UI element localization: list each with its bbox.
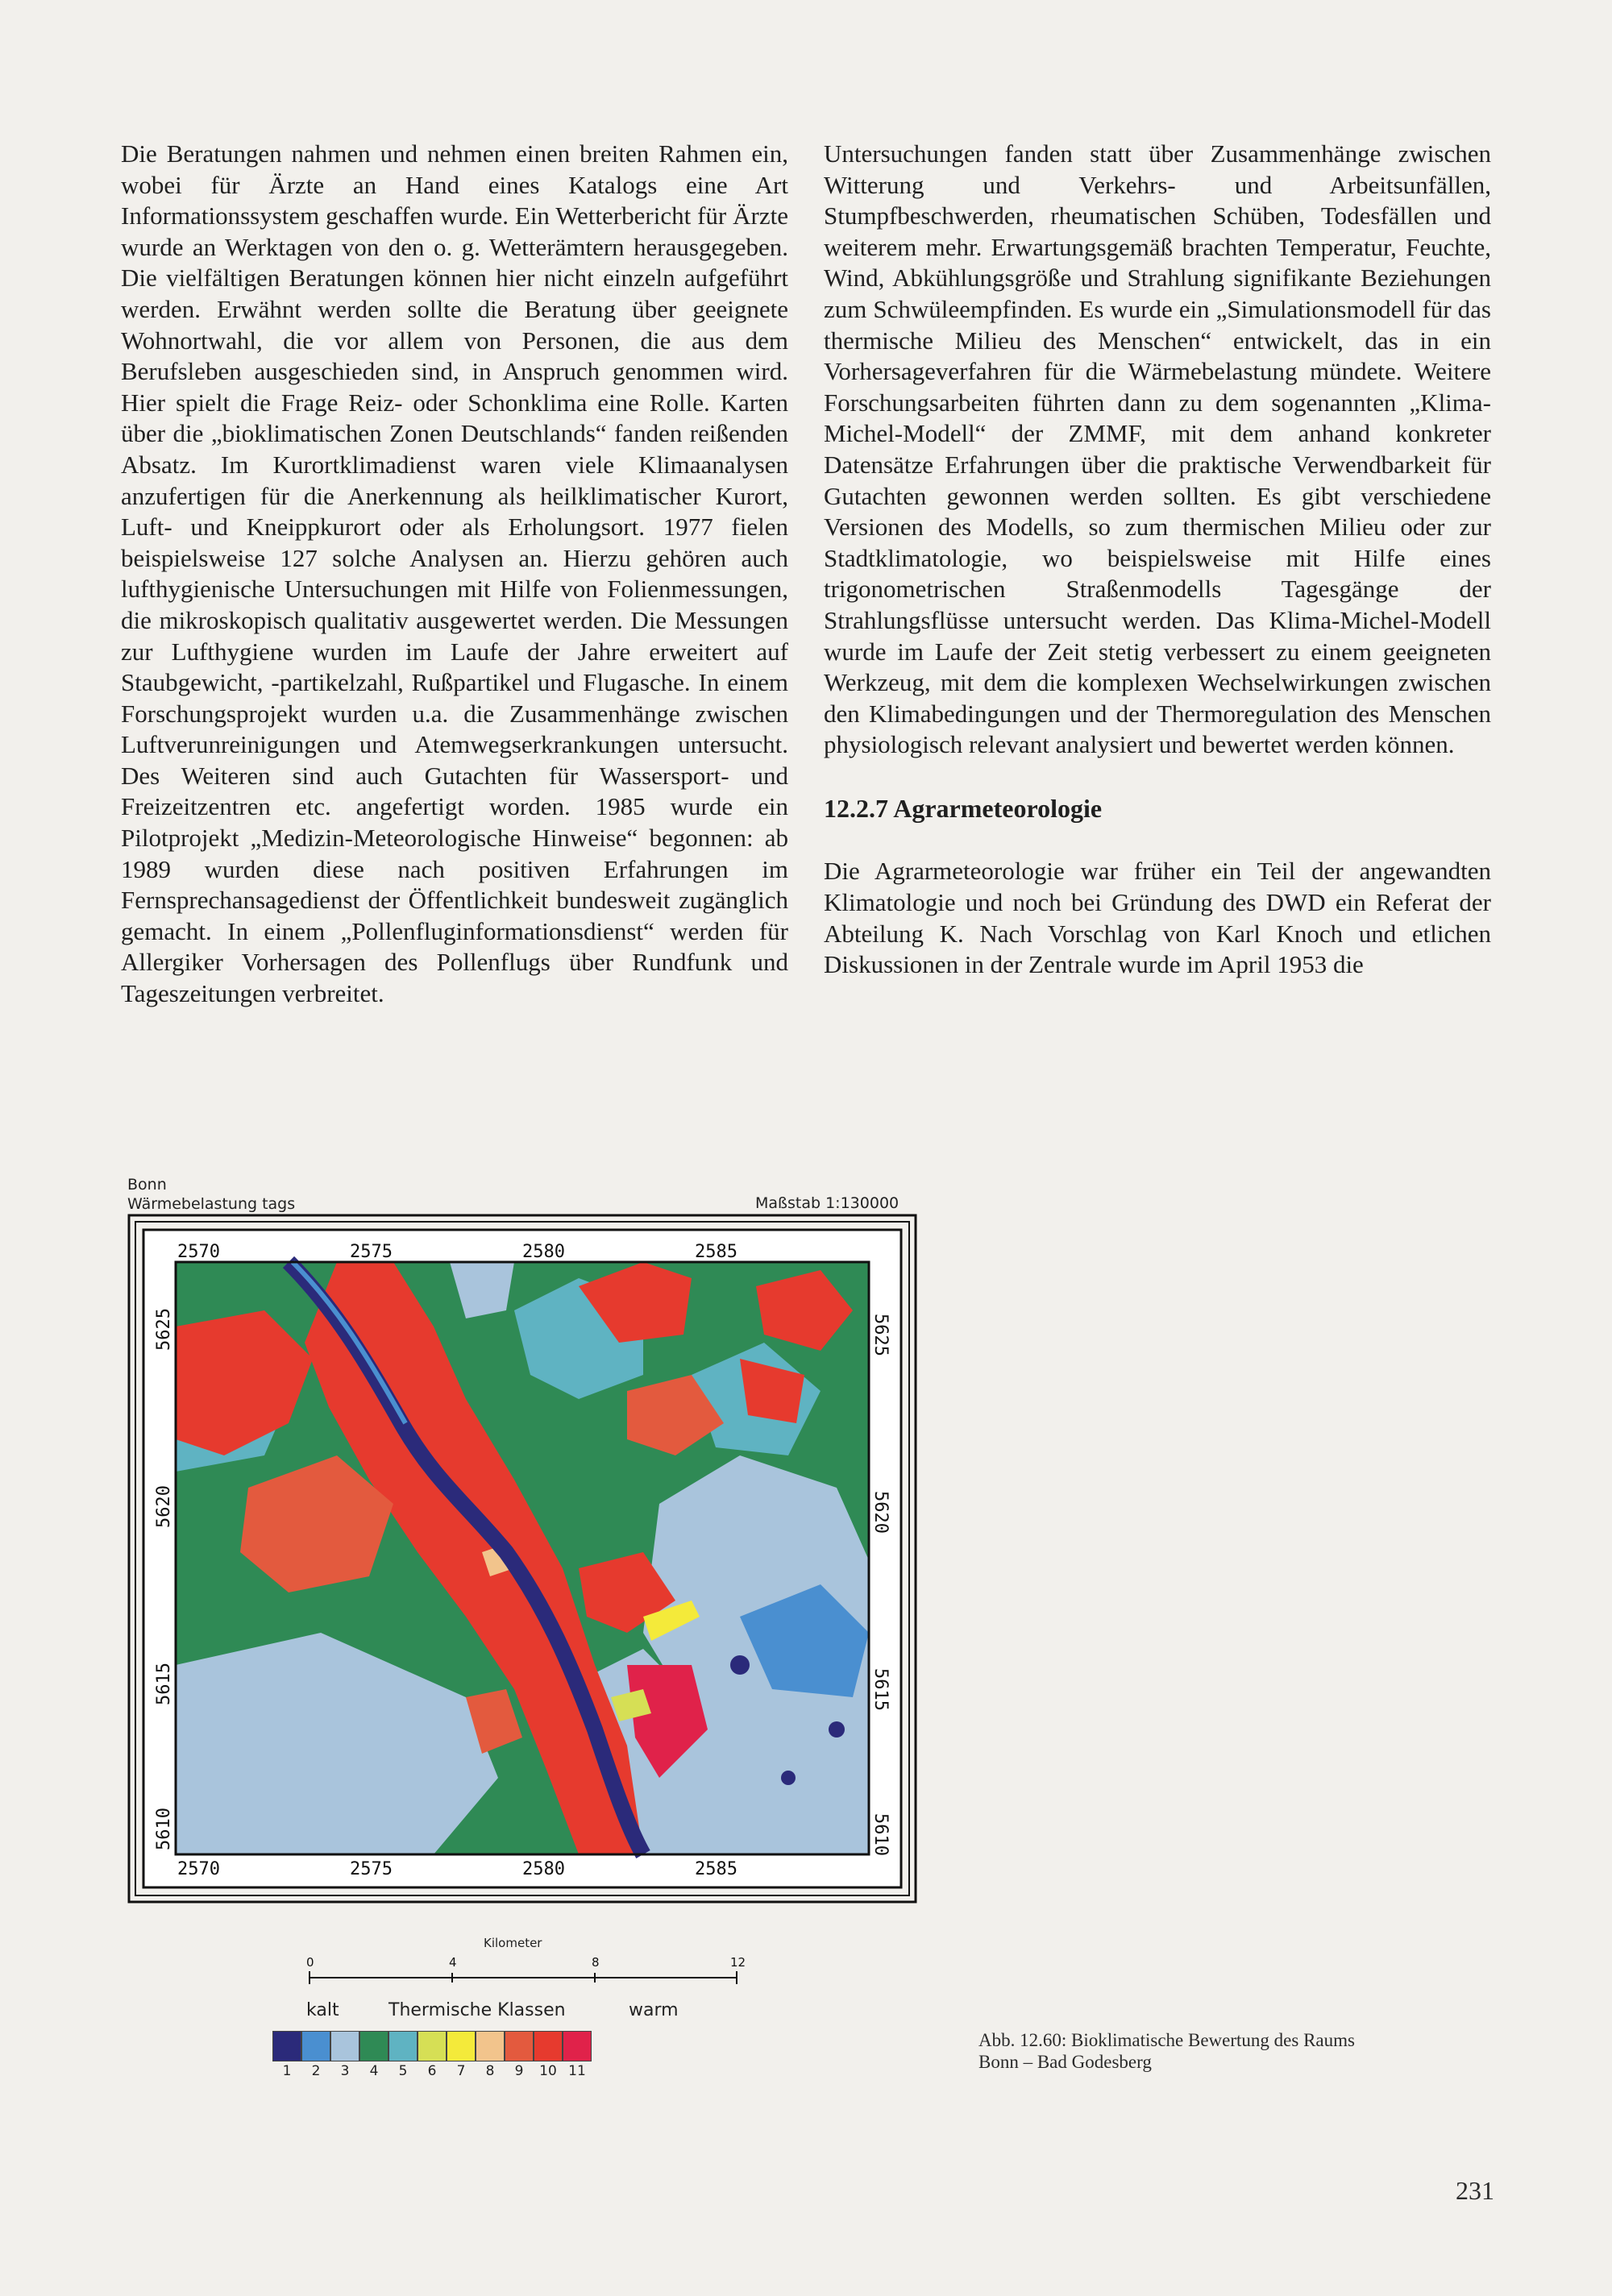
km-tick-label: 0 (306, 1955, 314, 1970)
legend-swatch (359, 2031, 388, 2061)
body-paragraph: Untersuchungen fanden statt über Zusammenhänge zwischen Witterung und Verkehrs- und Arbeitsunfällen, Stumpfbeschwerden, rheumatischen Schüben, Todesfällen und weiterem mehr. Erwartungsgemäß brachten Temperatur, Feuchte, Wind, Abkühlungsgröße und Strahlung signifikante Beziehungen zum Schwüleempfinden. Es wurde ein „Simulationsmodell für das thermische Milieu des Menschen“ entwickelt, das in ein Vorhersageverfahren für die Wärmebelastung mündete. Weitere Forschungsarbeiten führten dann zu dem sogenannten „Klima-Michel-Modell“ der ZMMF, mit dem anhand konkreter Datensätze Erfahrungen über die praktische Verwendbarkeit für Gutachten gewonnen werden sollten. Es gibt verschiedene Versionen des Modells, so zum thermischen Milieu oder zur Stadtklimatologie, wo beispielsweise mit Hilfe eines trigonometrischen Straßenmodells Tagesgänge der Strahlungsflüsse untersucht werden. Das Klima-Michel-Modell wurde im Laufe der Zeit stetig verbessert zu einem geeigneten Werkzeug, mit dem die komplexen Wechselwirkungen zwischen den Klimabedingungen und der Thermoregulation des Menschen physiologisch relevant analysiert und bewertet werden können. (824, 139, 1491, 759)
legend-class-number: 4 (369, 2063, 379, 2079)
legend-title: Thermische Klassen (388, 2000, 566, 2020)
legend-swatch (563, 2031, 592, 2061)
legend-class-number: 9 (514, 2063, 524, 2079)
legend-class-number: 1 (282, 2063, 292, 2079)
legend-class-numbers (272, 2063, 592, 2079)
km-tick-label: 12 (730, 1955, 746, 1970)
legend-swatch (534, 2031, 563, 2061)
y-tick-label: 5615 (870, 1668, 891, 1711)
figure-caption (978, 2029, 1462, 2073)
x-tick-label: 2580 (522, 1859, 565, 1879)
map-subtitle: Wärmebelastung tags (127, 1195, 296, 1213)
legend-class-number: 5 (398, 2063, 408, 2079)
map-scale-label: Maßstab 1:130000 (755, 1194, 899, 1212)
legend-swatch (272, 2031, 301, 2061)
legend-class-number: 3 (340, 2063, 350, 2079)
left-column (121, 139, 788, 1010)
y-tick-label: 5610 (870, 1813, 891, 1856)
right-column (824, 139, 1491, 981)
y-tick-label: 5625 (870, 1314, 891, 1356)
legend-swatch (388, 2031, 418, 2061)
legend-class-number: 6 (427, 2063, 437, 2079)
x-tick-label: 2575 (350, 1859, 393, 1879)
y-tick-label: 5620 (154, 1485, 174, 1528)
kilometer-scale-bar (266, 1952, 750, 1992)
legend-cold-label: kalt (306, 2000, 339, 2020)
legend-class-number: 7 (456, 2063, 466, 2079)
legend-swatch (505, 2031, 534, 2061)
body-paragraph: Die Agrarmeteorologie war früher ein Teil der angewandten Klimatologie und noch bei Gründung des DWD ein Referat der Abteilung K. Nach Vorschlag von Karl Knoch und etlichen Diskussionen in der Zentrale wurde im April 1953 die (824, 857, 1491, 979)
body-paragraph: Die Beratungen nahmen und nehmen einen breiten Rahmen ein, wobei für Ärzte an Hand eines Katalogs eine Art Informationssystem geschaffen wurde. Ein Wetterbericht für Ärzte wurde an Werktagen von den o. g. Wetterämtern herausgegeben. Die vielfältigen Beratungen können hier nicht einzeln aufgeführt werden. Erwähnt werden sollte die Beratung über geeignete Wohnortwahl, die vor allem von Personen, die aus dem Berufsleben ausgeschieden sind, in Anspruch genommen wird. Hier spielt die Frage Reiz- oder Schonklima eine Rolle. Karten über die „bioklimatischen Zonen Deutschlands“ fanden reißenden Absatz. Im Kurortklimadienst waren viele Klimaanalysen anzufertigen für die Anerkennung als heilklimatischer Kurort, Luft- und Kneippkurort oder als Erholungsort. 1977 fielen beispielsweise 127 solche Analysen an. Hierzu gehören auch lufthygienische Untersuchungen mit Hilfe von Folienmessungen, die mikroskopisch qualitativ ausgewertet werden. Die Messungen zur Lufthygiene wurden im Laufe der Jahre erweitert auf Staubgewicht, -partikelzahl, Rußpartikel und Flugasche. In einem Forschungsprojekt wurden u.a. die Zusammenhänge zwischen Luftverunreinigungen und Atemwegserkrankungen untersucht. Des Weiteren sind auch Gutachten für Wassersport- und Freizeitzentren etc. angefertigt worden. 1985 wurde ein Pilotprojekt „Medizin-Meteorologische Hinweise“ begonnen: ab 1989 wurden diese nach positiven Erfahrungen im Fernsprechansagedienst der Öffentlichkeit bundesweit zugänglich gemacht. In einem „Pollenfluginformationsdienst“ werden für Allergiker Vorhersagen des Pollenflugs über Rundfunk und Tageszeitungen verbreitet. (121, 139, 788, 1008)
km-tick-label: 4 (449, 1955, 457, 1970)
page-number: 231 (1456, 2176, 1494, 2205)
legend-swatches (272, 2031, 592, 2061)
legend-swatch (330, 2031, 359, 2061)
section-heading: 12.2.7 Agrarmeteorologie (824, 793, 1103, 823)
caption-line: Abb. 12.60: Bioklimatische Bewertung des Raums (978, 2030, 1355, 2050)
y-tick-label: 5625 (154, 1308, 174, 1351)
legend-class-number: 2 (311, 2063, 321, 2079)
figure-title (127, 1175, 295, 1214)
kilometer-label: Kilometer (484, 1936, 542, 1950)
y-tick-label: 5620 (870, 1491, 891, 1534)
x-tick-label: 2585 (695, 1242, 737, 1262)
x-tick-label: 2575 (350, 1242, 393, 1262)
legend-class-number: 11 (568, 2063, 586, 2079)
y-tick-label: 5610 (154, 1808, 174, 1850)
map-land-cover (176, 1262, 869, 1854)
legend-class-number: 10 (539, 2063, 557, 2079)
legend-swatch (447, 2031, 476, 2061)
legend-swatch (418, 2031, 447, 2061)
map-legend (266, 1936, 782, 2097)
legend-swatch (301, 2031, 330, 2061)
caption-line: Bonn – Bad Godesberg (978, 2052, 1152, 2072)
km-tick-label: 8 (592, 1955, 600, 1970)
legend-swatch (476, 2031, 505, 2061)
y-tick-label: 5615 (154, 1663, 174, 1705)
x-tick-label: 2585 (695, 1859, 737, 1879)
legend-class-number: 8 (485, 2063, 495, 2079)
thermal-map (127, 1214, 917, 1904)
thermal-map-figure (127, 1214, 917, 1904)
map-place-label: Bonn (127, 1176, 167, 1194)
x-tick-label: 2580 (522, 1242, 565, 1262)
x-tick-label: 2570 (177, 1859, 220, 1879)
legend-warm-label: warm (629, 2000, 679, 2020)
x-tick-label: 2570 (177, 1242, 220, 1262)
